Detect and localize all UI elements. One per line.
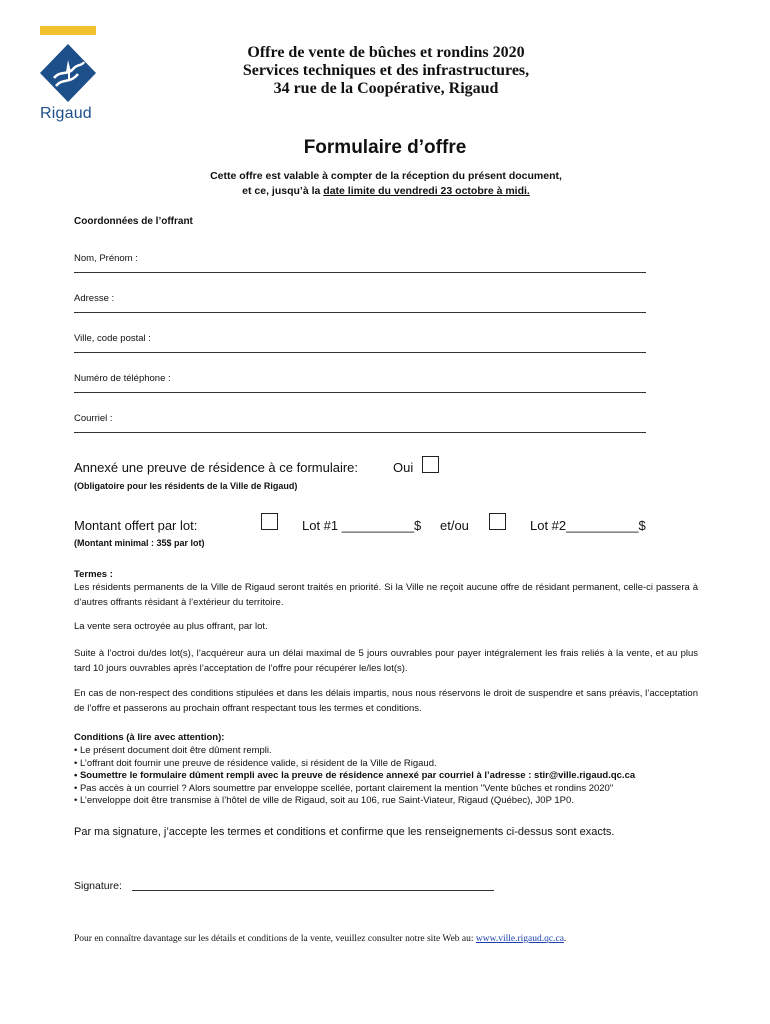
field-label-ville: Ville, code postal :	[74, 333, 151, 344]
lot1-checkbox[interactable]	[261, 513, 278, 530]
field-line-adresse[interactable]	[74, 312, 646, 313]
terms-paragraph-1: Les résidents permanents de la Ville de Rigaud seront traités en priorité. Si la Ville ne reçoit aucune offre de résidant permanent, celle-ci passera à d’autres offrants résidant à l’extérieur du territoire.	[74, 582, 698, 608]
field-line-courriel[interactable]	[74, 432, 646, 433]
signature-line[interactable]	[132, 890, 494, 891]
validity-line-1: Cette offre est valable à compter de la réception du présent document,	[210, 170, 562, 182]
field-label-telephone: Numéro de téléphone :	[74, 373, 171, 384]
header-line-1: Offre de vente de bûches et rondins 2020	[247, 44, 525, 61]
website-link[interactable]: www.ville.rigaud.qc.ca	[475, 934, 564, 944]
deadline-text: date limite du vendredi 23 octobre à midi.	[323, 185, 530, 197]
field-line-nom[interactable]	[74, 272, 646, 273]
field-label-courriel: Courriel :	[74, 413, 113, 424]
condition-item: • Soumettre le formulaire dûment rempli avec la preuve de résidence annexé par courriel à l’adresse : stir@ville.rigaud.qc.ca	[74, 770, 636, 781]
lot2-amount[interactable]: Lot #2__________$	[530, 518, 646, 533]
lot-connector: et/ou	[440, 518, 469, 533]
condition-item: • L’offrant doit fournir une preuve de résidence valide, si résident de la Ville de Rigaud.	[74, 757, 437, 769]
amount-label: Montant offert par lot:	[74, 518, 198, 533]
condition-item: • Pas accès à un courriel ? Alors soumettre par enveloppe scellée, portant clairement la mention "Vente bûches et rondins 2020"	[74, 782, 614, 794]
field-line-telephone[interactable]	[74, 392, 646, 393]
terms-paragraph-3: Suite à l’octroi du/des lot(s), l’acquéreur aura un délai maximal de 5 jours ouvrables pour payer intégralement les frais reliés à la vente, et au plus tard 10 jours ouvrables après l’acceptation de l’offre pour récupérer le/les lot(s).	[74, 648, 698, 674]
lot2-checkbox[interactable]	[489, 513, 506, 530]
header-line-3: 34 rue de la Coopérative, Rigaud	[273, 80, 499, 97]
terms-paragraph-2: La vente sera octroyée au plus offrant, par lot.	[74, 621, 268, 632]
terms-paragraph-4: En cas de non-respect des conditions stipulées et dans les délais impartis, nous nous réservons le droit de suspendre et sans préavis, l’acceptation de l’offre et passerons au prochain offrant respectant tous les termes et conditions.	[74, 688, 698, 714]
section-title-offrant: Coordonnées de l’offrant	[74, 216, 193, 227]
amount-note: (Montant minimal : 35$ par lot)	[74, 538, 205, 548]
residence-note: (Obligatoire pour les résidents de la Ville de Rigaud)	[74, 481, 298, 491]
condition-item: • Le présent document doit être dûment rempli.	[74, 745, 272, 756]
rigaud-logo-icon	[38, 42, 98, 104]
footer-note: Pour en connaître davantage sur les détails et conditions de la vente, veuillez consulter notre site Web au: www.ville.rigaud.qc.ca.	[74, 934, 567, 944]
terms-title: Termes :	[74, 569, 113, 580]
field-label-nom: Nom, Prénom :	[74, 253, 138, 264]
condition-item: • L’enveloppe doit être transmise à l’hôtel de ville de Rigaud, soit au 106, rue Saint-Viateur, Rigaud (Québec), J0P 1P0.	[74, 795, 574, 806]
validity-line-2: et ce, jusqu’à la date limite du vendredi 23 octobre à midi.	[242, 185, 530, 197]
validity-note	[160, 169, 612, 199]
signature-label: Signature:	[74, 880, 122, 892]
field-label-adresse: Adresse :	[74, 293, 115, 304]
conditions-list	[74, 745, 714, 808]
lot1-amount[interactable]: Lot #1 __________$	[302, 518, 422, 533]
page-title: Formulaire d’offre	[303, 137, 467, 158]
document-header	[160, 44, 612, 98]
header-line-2: Services techniques et des infrastructures,	[242, 62, 530, 79]
residence-option-label: Oui	[393, 460, 414, 475]
residence-label: Annexé une preuve de résidence à ce formulaire:	[74, 460, 359, 475]
acceptance-statement: Par ma signature, j’accepte les termes et conditions et confirme que les renseignements ci-dessus sont exacts.	[74, 826, 615, 838]
residence-oui-checkbox[interactable]	[422, 456, 439, 473]
logo-accent-bar	[40, 26, 96, 35]
conditions-title: Conditions (à lire avec attention):	[74, 732, 225, 743]
logo-text: Rigaud	[40, 105, 92, 122]
field-line-ville[interactable]	[74, 352, 646, 353]
